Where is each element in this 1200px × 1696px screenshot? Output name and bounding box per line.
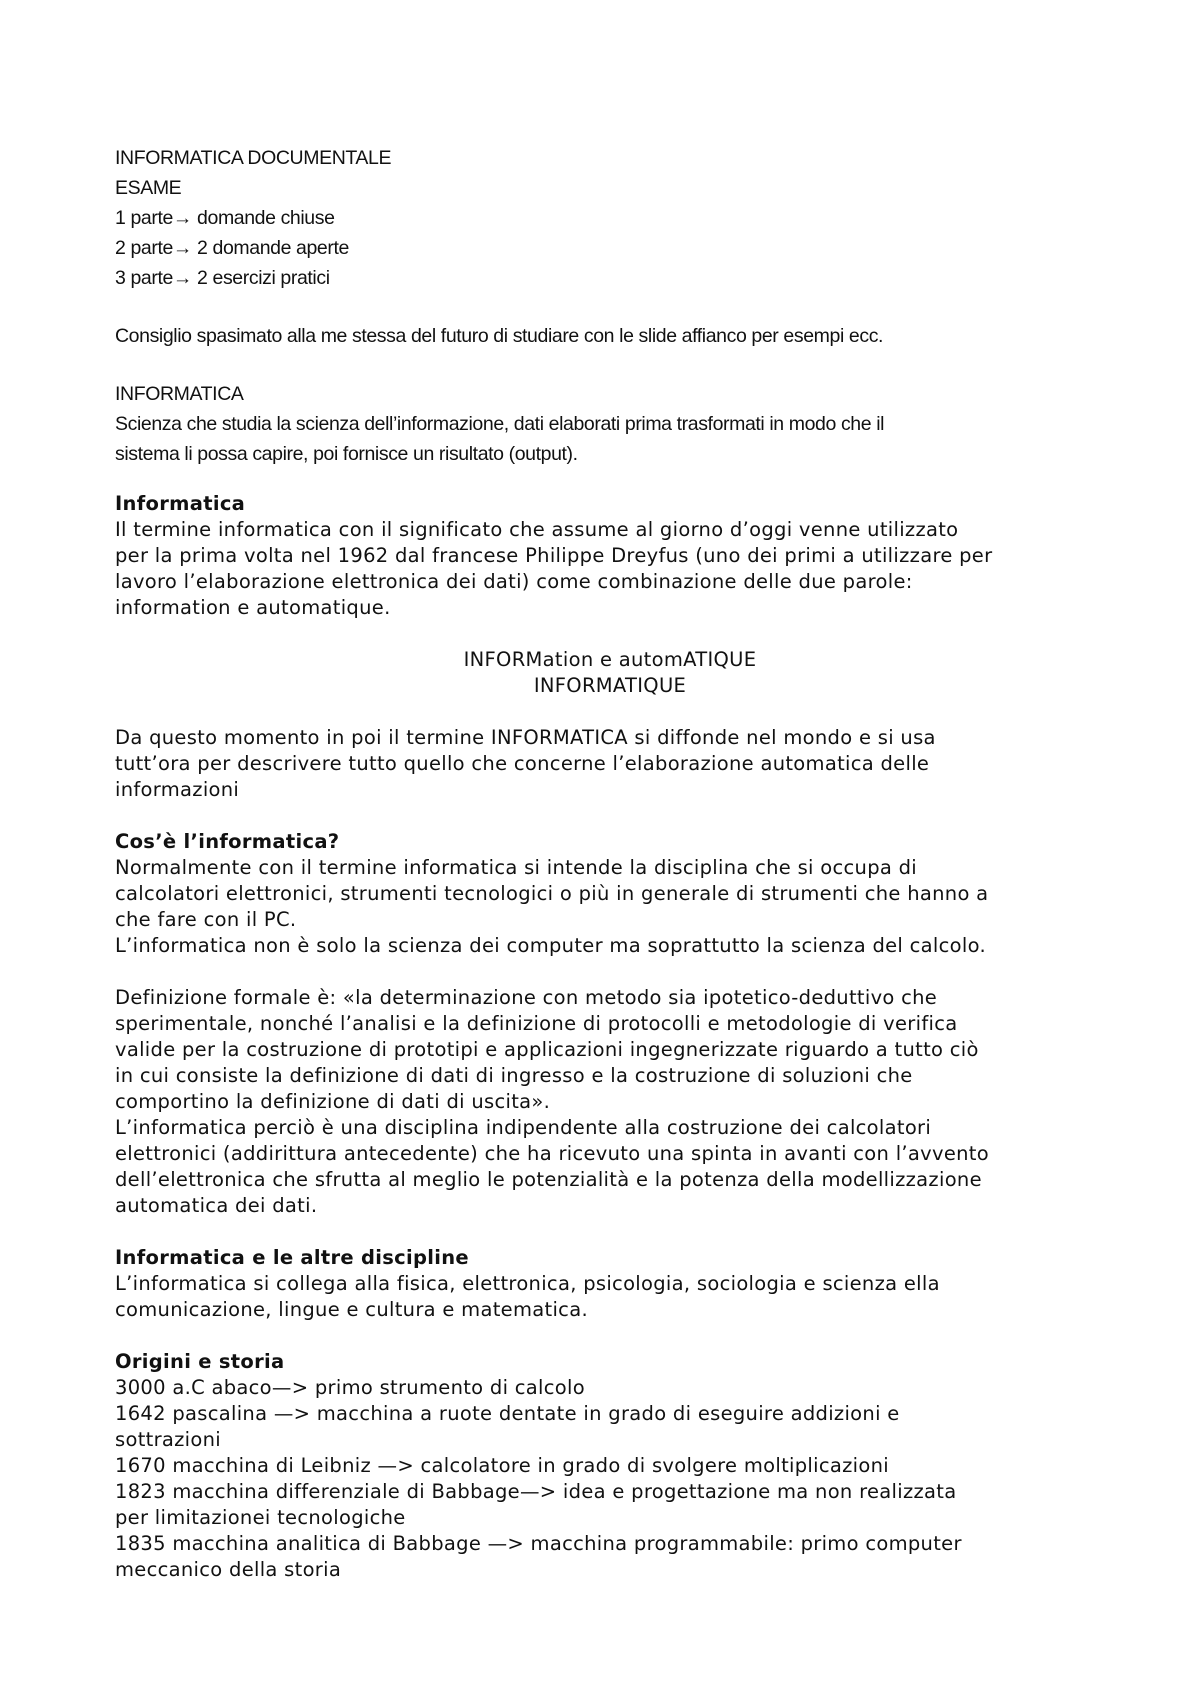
paragraph-line: in cui consiste la definizione di dati di ingresso e la costruzione di soluzioni che: [115, 1064, 913, 1087]
paragraph-line: dell’elettronica che sfrutta al meglio le potenzialità e la potenza della modellizzazione: [115, 1168, 982, 1191]
paragraph-line: comunicazione, lingue e cultura e matematica.: [115, 1298, 588, 1321]
paragraph-line: valide per la costruzione di prototipi e applicazioni ingegnerizzate riguardo a tutto ciò: [115, 1038, 979, 1061]
exam-part-2: 2 parte→ 2 domande aperte: [115, 237, 349, 259]
paragraph-line: informazioni: [115, 778, 240, 801]
paragraph-line: comportino la definizione di dati di uscita».: [115, 1090, 551, 1113]
exam-subtitle: ESAME: [115, 177, 182, 199]
paragraph-line: elettronici (addirittura antecedente) che ha ricevuto una spinta in avanti con l’avvento: [115, 1142, 989, 1165]
arrow-icon: →: [172, 237, 193, 259]
timeline-line: per limitazionei tecnologiche: [115, 1506, 406, 1529]
paragraph-line: Da questo momento in poi il termine INFORMATICA si diffonde nel mondo e si usa: [115, 726, 936, 749]
informatica-intro-line: Scienza che studia la scienza dell’informazione, dati elaborati prima trasformati in modo che il: [115, 413, 885, 435]
paragraph-line: che fare con il PC.: [115, 908, 297, 931]
paragraph-line: L’informatica perciò è una disciplina indipendente alla costruzione dei calcolatori: [115, 1116, 932, 1139]
informatica-intro-heading: INFORMATICA: [115, 383, 244, 405]
timeline-line: 1835 macchina analitica di Babbage —> macchina programmabile: primo computer: [115, 1532, 962, 1555]
exam-block: [115, 143, 1105, 469]
timeline-line: meccanico della storia: [115, 1558, 342, 1581]
paragraph-line: calcolatori elettronici, strumenti tecnologici o più in generale di strumenti che hanno a: [115, 882, 989, 905]
section-heading-informatica: Informatica: [115, 492, 246, 515]
centered-line: INFORMation e automATIQUE: [463, 648, 757, 671]
paragraph-line: sperimentale, nonché l’analisi e la definizione di protocolli e metodologie di verifica: [115, 1012, 958, 1035]
paragraph-line: lavoro l’elaborazione elettronica dei dati) come combinazione delle due parole:: [115, 570, 913, 593]
paragraph-line: L’informatica si collega alla fisica, elettronica, psicologia, sociologia e scienza ella: [115, 1272, 940, 1295]
arrow-icon: →: [172, 267, 193, 289]
paragraph-line: per la prima volta nel 1962 dal francese Philippe Dreyfus (uno dei primi a utilizzare per: [115, 544, 993, 567]
informatica-intro-line: sistema li possa capire, poi fornisce un risultato (output).: [115, 443, 578, 465]
timeline-line: 1642 pascalina —> macchina a ruote dentate in grado di eseguire addizioni e: [115, 1402, 900, 1425]
exam-part-1: 1 parte→ domande chiuse: [115, 207, 335, 229]
timeline-line: 3000 a.C abaco—> primo strumento di calcolo: [115, 1376, 585, 1399]
timeline-line: sottrazioni: [115, 1428, 222, 1451]
timeline-line: 1670 macchina di Leibniz —> calcolatore in grado di svolgere moltiplicazioni: [115, 1454, 889, 1477]
document-page: [115, 143, 1105, 1583]
paragraph-line: Il termine informatica con il significato che assume al giorno d’oggi venne utilizzato: [115, 518, 959, 541]
paragraph-line: tutt’ora per descrivere tutto quello che concerne l’elaborazione automatica delle: [115, 752, 930, 775]
section-heading-origini: Origini e storia: [115, 1350, 285, 1373]
paragraph-line: automatica dei dati.: [115, 1194, 318, 1217]
section-heading-cose: Cos’è l’informatica?: [115, 830, 340, 853]
body-block: [115, 491, 1105, 1583]
document-title: INFORMATICA DOCUMENTALE: [115, 147, 392, 169]
arrow-icon: →: [172, 207, 193, 229]
centered-line: INFORMATIQUE: [533, 674, 687, 697]
section-heading-discipline: Informatica e le altre discipline: [115, 1246, 469, 1269]
paragraph-line: information e automatique.: [115, 596, 391, 619]
exam-part-3: 3 parte→ 2 esercizi pratici: [115, 267, 330, 289]
paragraph-line: Definizione formale è: «la determinazione con metodo sia ipotetico-deduttivo che: [115, 986, 938, 1009]
paragraph-line: L’informatica non è solo la scienza dei computer ma soprattutto la scienza del calcolo.: [115, 934, 986, 957]
paragraph-line: Normalmente con il termine informatica si intende la disciplina che si occupa di: [115, 856, 918, 879]
timeline-line: 1823 macchina differenziale di Babbage—> idea e progettazione ma non realizzata: [115, 1480, 957, 1503]
study-advice: Consiglio spasimato alla me stessa del futuro di studiare con le slide affianco per esempi ecc.: [115, 325, 884, 347]
